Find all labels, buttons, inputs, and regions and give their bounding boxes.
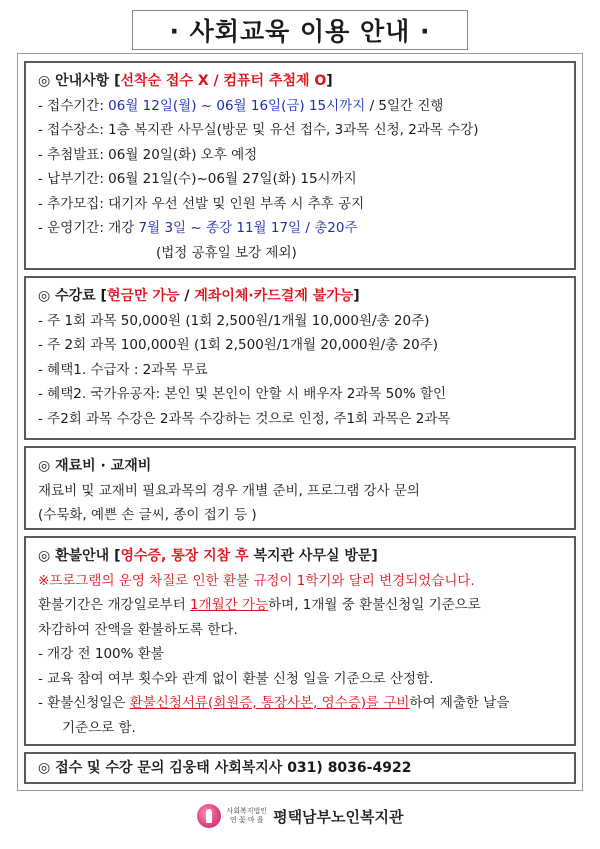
- material-heading: ◎ 재료비 · 교재비: [38, 458, 152, 474]
- info-operation-line: [38, 216, 564, 241]
- material-desc-line: 재료비 및 교재비 필요과목의 경우 개별 준비, 프로그램 강사 문의: [38, 482, 420, 499]
- info-extra-line: - 추가모집: 대기자 우선 선발 및 인원 부족 시 추후 공지: [38, 195, 365, 212]
- org-small-line1: 사회복지법인: [226, 807, 268, 815]
- material-examples-line: (수묵화, 예쁜 손 글씨, 종이 접기 등 ): [38, 507, 257, 523]
- info-period-label: - 접수기간:: [38, 97, 109, 114]
- refund-heading-label: ◎ 환불안내: [38, 548, 115, 564]
- refund-section: [24, 536, 576, 746]
- info-heading-label: ◎ 안내사항: [38, 73, 115, 89]
- info-heading: [38, 69, 564, 94]
- refund-heading: [38, 544, 564, 569]
- page-title: · 사회교육 이용 안내 ·: [132, 10, 468, 50]
- info-place-line: - 접수장소: 1층 복지관 사무실(방문 및 유선 접수, 3과목 신청, 2과목 수강): [38, 122, 479, 138]
- refund-date-b: 하여 제출한 날을: [409, 695, 510, 711]
- fee-highlight-nocard: 계좌이체·카드결제 불가능: [194, 288, 354, 304]
- contact-section: [24, 752, 576, 784]
- fee-bracket-close: ]: [353, 288, 360, 304]
- info-section: [24, 61, 576, 270]
- fee-weekly2-line: - 주 2회 과목 100,000원 (1회 2,500원/1개월 20,000원/총 20주): [38, 337, 438, 353]
- fee-rule-line: - 주2회 과목 수강은 2과목 수강하는 것으로 인정, 주1회 과목은 2과목: [38, 410, 451, 427]
- fee-heading: [38, 284, 564, 309]
- fee-section: [24, 276, 576, 440]
- refund-period-underlined: 1개월간 가능: [190, 597, 269, 613]
- info-payment-line: - 납부기간: 06월 21일(수)~06월 27일(화) 15시까지: [38, 171, 357, 187]
- refund-date-a: - 환불신청일은: [38, 695, 130, 711]
- info-holiday-note: (법정 공휴일 보강 제외): [156, 244, 297, 261]
- org-small-line2: 연 꽃 마 을: [229, 816, 264, 824]
- info-operation-label: - 운영기간: 개강: [38, 220, 139, 236]
- refund-date-underlined: 환불신청서류(회원증, 통장사본, 영수증)를 구비: [129, 695, 410, 711]
- org-small-block: [227, 807, 268, 825]
- refund-deduct-line: 차감하여 잔액을 환불하도록 한다.: [38, 621, 238, 638]
- refund-period-b: 하며, 1개월 중 환불신청일 기준으로: [268, 597, 481, 613]
- footer-logo: [0, 800, 600, 832]
- info-bracket-open: [: [114, 73, 121, 89]
- refund-period-a: 환불기간은 개강일로부터: [38, 597, 191, 613]
- info-announce-line: - 추첨발표: 06월 20일(화) 오후 예정: [38, 146, 258, 163]
- refund-notice-line: ※프로그램의 운영 차질로 인한 환불 규정이 1학기와 달리 변경되었습니다.: [38, 572, 475, 589]
- notice-frame: [17, 53, 583, 791]
- contact-line: ◎ 접수 및 수강 문의 김웅태 사회복지사 031) 8036-4922: [38, 760, 412, 776]
- refund-date-cont-line: 기준으로 함.: [62, 719, 136, 736]
- info-period-dates: 06월 12일(월) ~ 06월 16일(금) 15시까지: [108, 97, 370, 114]
- fee-separator: /: [179, 288, 195, 304]
- info-heading-highlight: 선착순 접수 X / 컴퓨터 추첨제 O: [120, 73, 327, 89]
- info-period-line: [38, 94, 564, 119]
- refund-date-line: [38, 691, 564, 716]
- refund-bracket-open: [: [114, 548, 121, 564]
- fee-heading-label: ◎ 수강료: [38, 288, 101, 304]
- fee-highlight-cash: 현금만 가능: [106, 288, 180, 304]
- fee-benefit1-line: - 혜택1. 수급자 : 2과목 무료: [38, 361, 208, 378]
- org-name: 평택남부노인복지관: [273, 807, 404, 826]
- refund-period-line: [38, 593, 564, 618]
- lotus-logo-icon: [197, 804, 221, 828]
- fee-bracket-open: [: [100, 288, 107, 304]
- refund-heading-highlight: 영수증, 통장 지참 후: [120, 548, 249, 564]
- fee-weekly1-line: - 주 1회 과목 50,000원 (1회 2,500원/1개월 10,000원/총 20주): [38, 312, 430, 329]
- refund-basis-line: - 교육 참여 여부 횟수와 관계 없이 환불 신청 일을 기준으로 산정함.: [38, 670, 434, 687]
- fee-benefit2-line: - 혜택2. 국가유공자: 본인 및 본인이 안할 시 배우자 2과목 50% 할인: [38, 386, 447, 402]
- info-operation-dates: 7월 3일 ~ 종강 11월 17일 / 총20주: [138, 220, 358, 236]
- refund-before-line: - 개강 전 100% 환불: [38, 646, 164, 662]
- refund-heading-rest: 복지관 사무실 방문]: [248, 548, 378, 564]
- info-period-rest: / 5일간 진행: [369, 97, 444, 114]
- material-section: [24, 446, 576, 530]
- info-bracket-close: ]: [326, 73, 333, 89]
